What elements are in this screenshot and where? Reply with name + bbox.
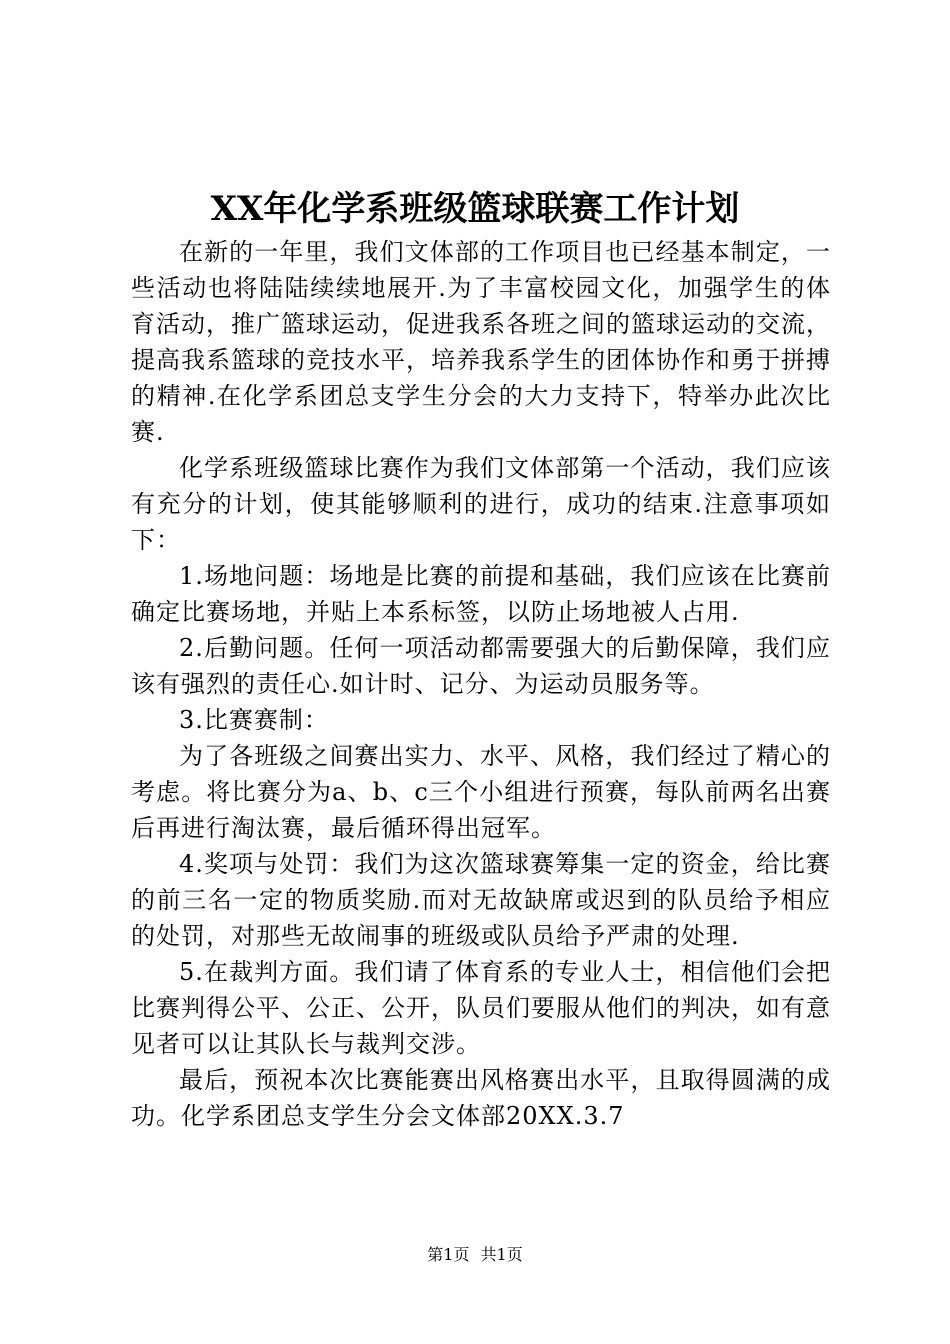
paragraph-plan-overview: 化学系班级篮球比赛作为我们文体部第一个活动，我们应该有充分的计划，使其能够顺利的进行，成功的结束.注意事项如下： [131, 454, 831, 554]
paragraph-intro: 在新的一年里，我们文体部的工作项目也已经基本制定，一些活动也将陆陆续续地展开.为了丰富校园文化，加强学生的体育活动，推广篮球运动，促进我系各班之间的篮球运动的交流，提高我系篮球的竞技水平，培养我系学生的团体协作和勇于拼搏的精神.在化学系团总支学生分会的大力支持下，特举办此次比赛. [131, 238, 831, 446]
paragraph-item-format-detail: 为了各班级之间赛出实力、水平、风格，我们经过了精心的考虑。将比赛分为a、b、c三个小组进行预赛，每队前两名出赛后再进行淘汰赛，最后循环得出冠军。 [131, 742, 831, 842]
paragraph-item-referees: 5.在裁判方面。我们请了体育系的专业人士，相信他们会把比赛判得公平、公正、公开，队员们要服从他们的判决，如有意见者可以让其队长与裁判交涉。 [131, 958, 831, 1058]
paragraph-item-venue: 1.场地问题：场地是比赛的前提和基础，我们应该在比赛前确定比赛场地，并贴上本系标签，以防止场地被人占用. [131, 562, 831, 626]
paragraph-item-logistics: 2.后勤问题。任何一项活动都需要强大的后勤保障，我们应该有强烈的责任心.如计时、记分、为运动员服务等。 [131, 634, 831, 698]
page-number-total: 共1页 [480, 1245, 523, 1264]
page-number-current: 第1页 [427, 1245, 470, 1264]
paragraph-item-format-heading: 3.比赛赛制： [179, 706, 329, 734]
paragraph-closing: 最后，预祝本次比赛能赛出风格赛出水平，且取得圆满的成功。化学系团总支学生分会文体部20XX.3.7 [131, 1066, 831, 1130]
document-body [131, 234, 831, 1134]
paragraph-item-awards: 4.奖项与处罚：我们为这次篮球赛筹集一定的资金，给比赛的前三名一定的物质奖励.而对无故缺席或迟到的队员给予相应的处罚，对那些无故闹事的班级或队员给予严肃的处理. [131, 850, 831, 950]
page-footer [0, 1243, 950, 1267]
document-title: XX年化学系班级篮球联赛工作计划 [210, 189, 740, 229]
